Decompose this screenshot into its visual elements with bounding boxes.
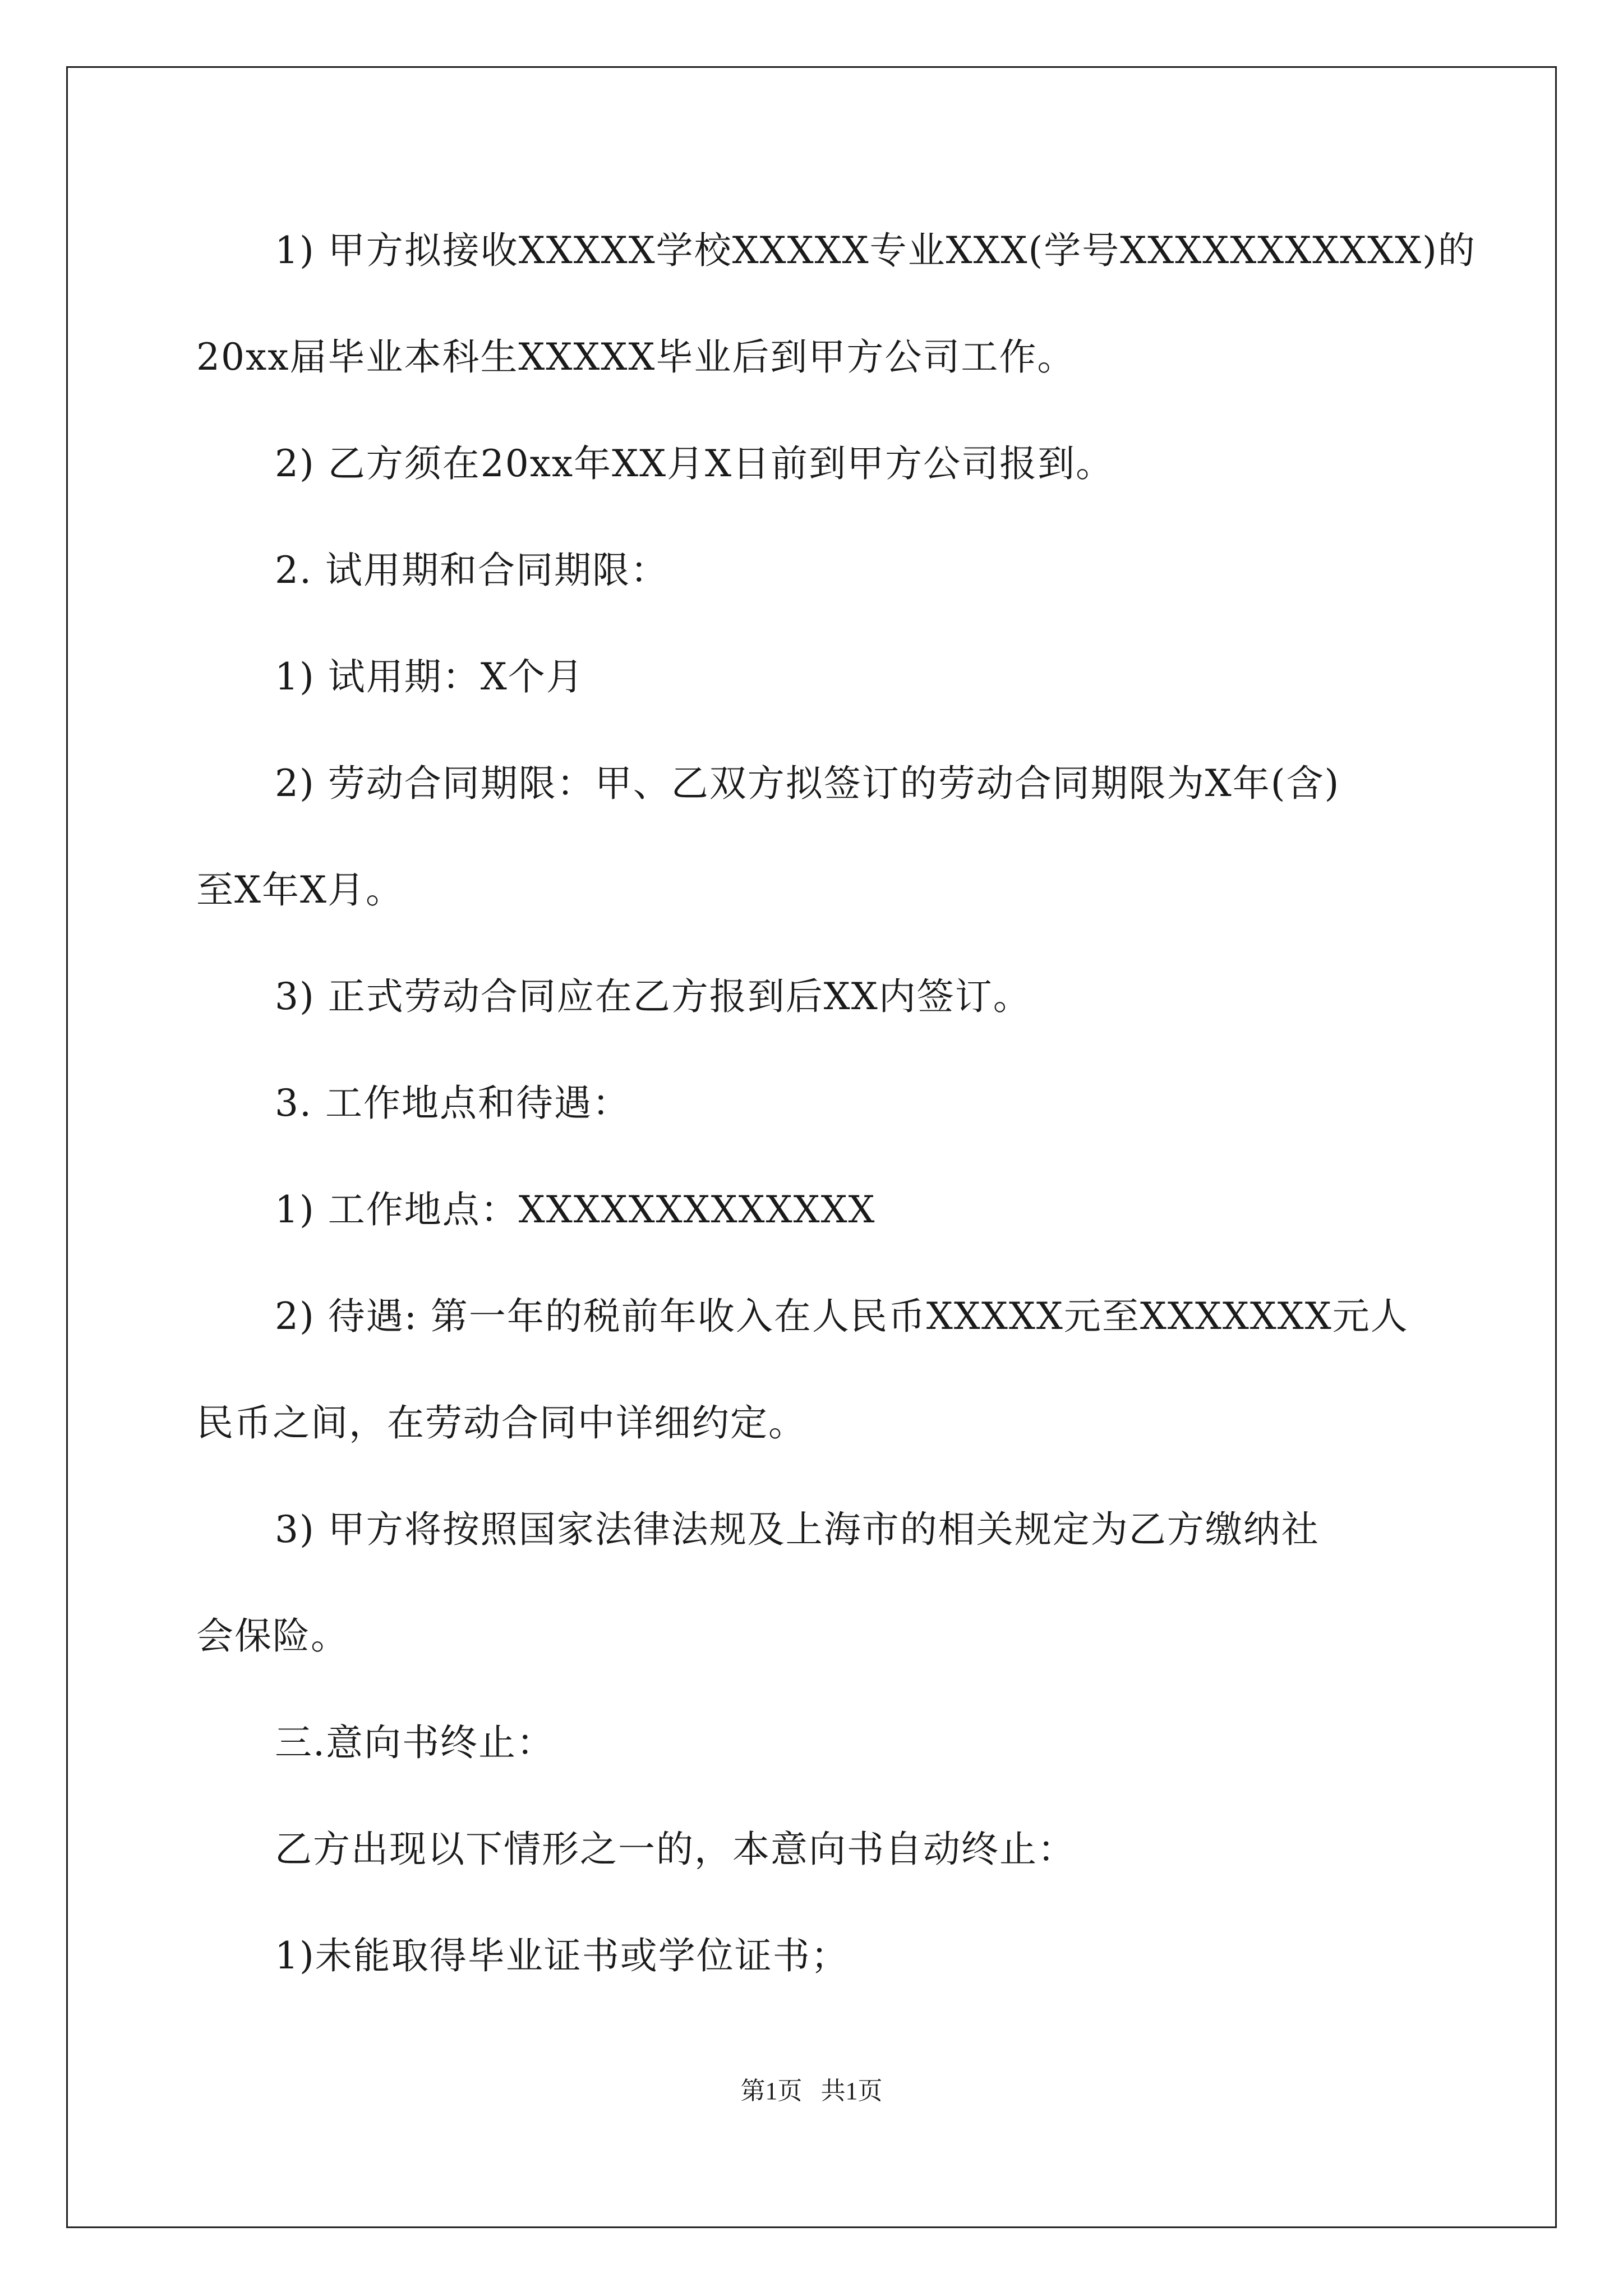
text-line: 2) 待遇: 第一年的税前年收入在人民币XXXXX元至XXXXXXX元人 [275,1295,1409,1338]
text-line: 1) 甲方拟接收XXXXX学校XXXXX专业XXX(学号XXXXXXXXXXX)的 [275,229,1476,272]
text-line: 会保险。 [196,1614,349,1658]
text-line: 3) 甲方将按照国家法律法规及上海市的相关规定为乙方缴纳社 [275,1508,1320,1551]
text-line: 3) 正式劳动合同应在乙方报到后XX内签订。 [275,975,1031,1018]
text-line: 乙方出现以下情形之一的，本意向书自动终止： [275,1828,1076,1871]
text-line: 至X年X月。 [196,868,404,912]
text-line: 1) 工作地点：XXXXXXXXXXXXX [275,1188,876,1231]
text-line: 20xx届毕业本科生XXXXX毕业后到甲方公司工作。 [196,335,1076,379]
text-line: 2) 劳动合同期限：甲、乙双方拟签订的劳动合同期限为X年(含) [275,762,1340,805]
section-heading: 3. 工作地点和待遇： [275,1082,630,1125]
section-heading: 三.意向书终止： [275,1721,555,1764]
page-number-footer: 第1页 共1页 [740,2077,883,2105]
text-line: 1)未能取得毕业证书或学位证书； [275,1934,849,1977]
section-heading: 2. 试用期和合同期限： [275,549,668,592]
text-line: 2) 乙方须在20xx年XX月X日前到甲方公司报到。 [275,442,1114,485]
text-line: 民币之间，在劳动合同中详细约定。 [196,1401,806,1444]
page-border [66,66,1557,2228]
text-line: 1) 试用期：X个月 [275,655,584,698]
